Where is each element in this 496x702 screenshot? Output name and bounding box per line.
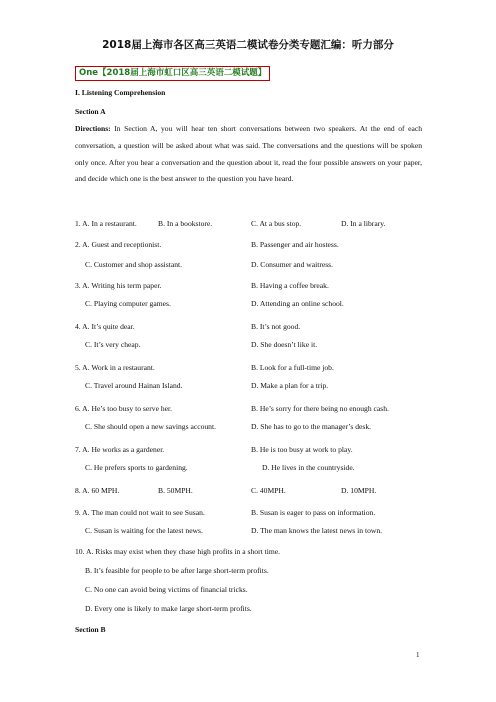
- q9-option-c: C. Susan is waiting for the latest news.: [85, 526, 203, 535]
- q8-option-b: B. 50MPH.: [158, 486, 193, 495]
- q9-option-a: 9. A. The man could not wait to see Susan.: [75, 508, 205, 517]
- q6-option-a: 6. A. He’s too busy to serve her.: [75, 404, 173, 413]
- document-title: 2018届上海市各区高三英语二模试卷分类专题汇编：听力部分: [102, 39, 394, 51]
- question-6: [75, 404, 435, 415]
- question-6-cont: [75, 422, 435, 433]
- q6-option-c: C. She should open a new savings account.: [85, 422, 216, 431]
- question-1: [75, 219, 435, 230]
- q2-option-b: B. Passenger and air hostess.: [251, 240, 339, 249]
- q3-option-a: 3. A. Writing his term paper.: [75, 281, 162, 290]
- q3-option-b: B. Having a coffee break.: [251, 281, 329, 290]
- q7-option-a: 7. A. He works as a gardener.: [75, 445, 165, 454]
- q1-option-c: C. At a bus stop.: [251, 219, 302, 228]
- q5-option-d: D. Make a plan for a trip.: [251, 381, 329, 390]
- question-7: [75, 445, 435, 456]
- q4-option-b: B. It’s not good.: [251, 322, 301, 331]
- question-4: [75, 322, 435, 333]
- source-tag: One【2018届上海市虹口区高三英语二模试题】: [75, 66, 270, 81]
- q8-option-a: 8. A. 60 MPH.: [75, 486, 120, 495]
- q10-option-b: B. It’s feasible for people to be after large short-term profits.: [85, 566, 269, 575]
- question-7-cont: [75, 463, 435, 474]
- question-9: [75, 508, 435, 519]
- q4-option-d: D. She doesn’t like it.: [251, 340, 318, 349]
- question-8: [75, 486, 435, 497]
- question-5: [75, 363, 435, 374]
- page-number: 1: [416, 651, 420, 659]
- q10-option-d: D. Every one is likely to make large short-term profits.: [85, 604, 252, 613]
- question-2: [75, 240, 435, 251]
- q5-option-c: C. Travel around Hainan Island.: [85, 381, 183, 390]
- q10-option-a: 10. A. Risks may exist when they chase high profits in a short time.: [75, 547, 281, 556]
- question-2-cont: [75, 260, 435, 271]
- q3-option-c: C. Playing computer games.: [85, 299, 171, 308]
- q6-option-b: B. He’s sorry for there being no enough cash.: [251, 404, 389, 413]
- section-a-heading: Section A: [75, 107, 106, 116]
- q9-option-d: D. The man knows the latest news in town.: [251, 526, 383, 535]
- part-heading: I. Listening Comprehension: [75, 88, 166, 97]
- q7-option-d: D. He lives in the countryside.: [262, 463, 355, 472]
- q1-option-a: 1. A. In a restaurant.: [75, 219, 137, 228]
- section-b-heading: Section B: [75, 625, 106, 634]
- q1-option-d: D. In a library.: [341, 219, 386, 228]
- q4-option-a: 4. A. It’s quite dear.: [75, 322, 135, 331]
- question-5-cont: [75, 381, 435, 392]
- question-9-cont: [75, 526, 435, 537]
- directions-paragraph: [75, 121, 422, 188]
- question-4-cont: [75, 340, 435, 351]
- q9-option-b: B. Susan is eager to pass on information.: [251, 508, 376, 517]
- q7-option-b: B. He is too busy at work to play.: [251, 445, 353, 454]
- question-10: [75, 547, 435, 558]
- q1-option-b: B. In a bookstore.: [158, 219, 213, 228]
- question-3-cont: [75, 299, 435, 310]
- question-10-d: [75, 604, 435, 615]
- q4-option-c: C. It’s very cheap.: [85, 340, 141, 349]
- q3-option-d: D. Attending an online school.: [251, 299, 344, 308]
- question-10-c: [75, 585, 435, 596]
- q2-option-c: C. Customer and shop assistant.: [85, 260, 183, 269]
- q8-option-d: D. 10MPH.: [341, 486, 377, 495]
- q7-option-c: C. He prefers sports to gardening.: [85, 463, 188, 472]
- q2-option-a: 2. A. Guest and receptionist.: [75, 240, 162, 249]
- q5-option-b: B. Look for a full-time job.: [251, 363, 334, 372]
- directions-label: Directions:: [75, 124, 111, 133]
- directions-text: In Section A, you will hear ten short conversations between two speakers. At the end of each conversation, a question will be asked about what was said. The conversations and the questions will be spoken only once. After you hear a conversation and the question about it, read the four possible answers on your paper, and decide which one is the best answer to the question you have heard.: [75, 124, 422, 184]
- q6-option-d: D. She has to go to the manager’s desk.: [251, 422, 372, 431]
- q2-option-d: D. Consumer and waitress.: [251, 260, 334, 269]
- q10-option-c: C. No one can avoid being victims of financial tricks.: [85, 585, 248, 594]
- question-10-b: [75, 566, 435, 577]
- q5-option-a: 5. A. Work in a restaurant.: [75, 363, 155, 372]
- question-3: [75, 281, 435, 292]
- q8-option-c: C. 40MPH.: [251, 486, 286, 495]
